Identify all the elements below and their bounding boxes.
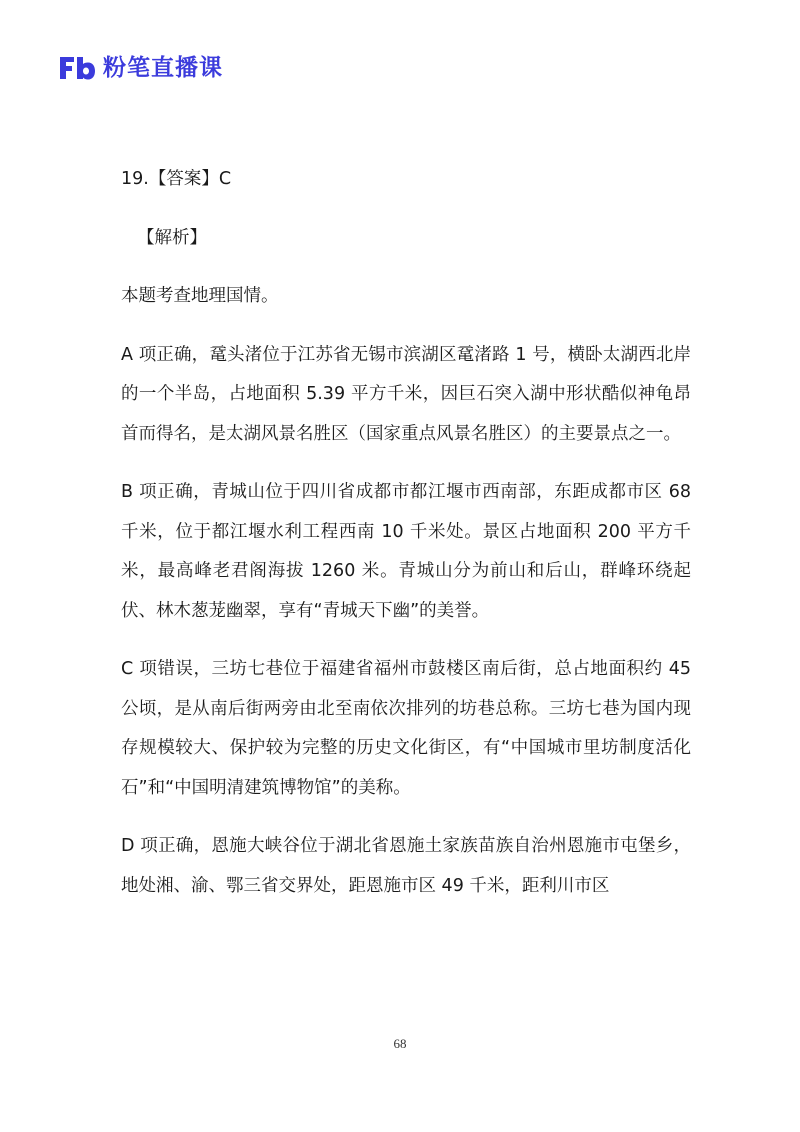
answer-content (121, 160, 691, 925)
analysis-label: 【解析】 (137, 227, 207, 248)
fenbi-logo-icon (57, 53, 97, 83)
page-number: 68 (393, 1036, 407, 1051)
option-c-paragraph: C 项错误，三坊七巷位于福建省福州市鼓楼区南后街，总占地面积约 45 公顷，是从南后街两旁由北至南依次排列的坊巷总称。三坊七巷为国内现存规模较大、保护较为完整的历史文化街区，有“中国城市里坊制度活化石”和“中国明清建筑博物馆”的美称。 (121, 659, 691, 798)
answer-line: 19.【答案】C (121, 169, 232, 189)
brand-name: 粉笔直播课 (103, 55, 223, 81)
header (57, 50, 223, 86)
topic-line: 本题考查地理国情。 (121, 286, 279, 306)
option-d-paragraph: D 项正确，恩施大峡谷位于湖北省恩施土家族苗族自治州恩施市屯堡乡，地处湘、渝、鄂三省交界处，距恩施市区 49 千米，距利川市区 (121, 836, 691, 896)
option-b-paragraph: B 项正确，青城山位于四川省成都市都江堰市西南部，东距成都市区 68 千米，位于都江堰水利工程西南 10 千米处。景区占地面积 200 平方千米，最高峰老君阁海拔 1260 米。青城山分为前山和后山，群峰环绕起伏、林木葱茏幽翠，享有“青城天下幽”的美誉。 (121, 482, 691, 621)
option-a-paragraph: A 项正确，鼋头渚位于江苏省无锡市滨湖区鼋渚路 1 号，横卧太湖西北岸的一个半岛，占地面积 5.39 平方千米，因巨石突入湖中形状酷似神龟昂首而得名，是太湖风景名胜区（国家重点风景名胜区）的主要景点之一。 (121, 344, 691, 444)
